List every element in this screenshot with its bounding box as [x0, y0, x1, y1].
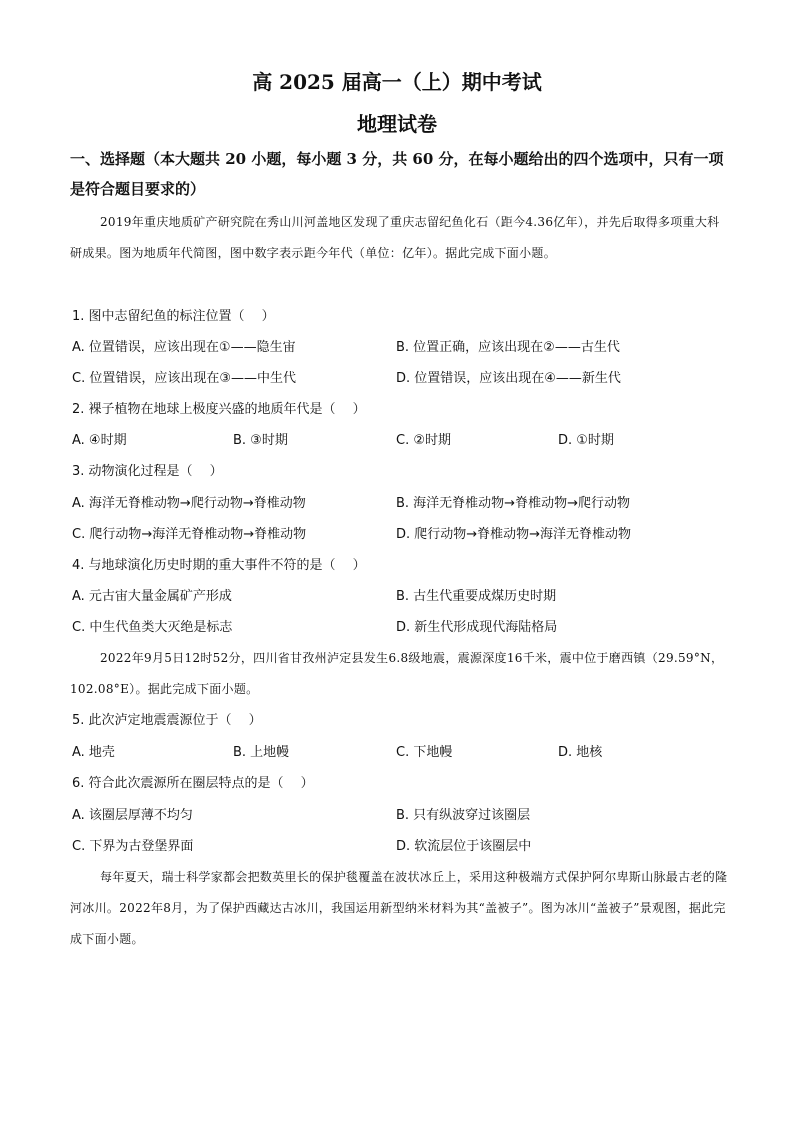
question-4-option-a: A. 元古宙大量金属矿产形成 — [72, 589, 232, 604]
question-3-options-row-2 — [72, 519, 732, 550]
passage-3: 每年夏天，瑞士科学家都会把数英里长的保护毯覆盖在波状冰丘上，采用这种极端方式保护阿尔卑斯山脉最古老的隆河冰川。2022年8月，为了保护西藏达古冰川，我国运用新型纳米材料为其“盖被子”。图为冰川“盖被子”景观图，据此完成下面小题。 — [70, 870, 728, 946]
question-6-option-b: B. 只有纵波穿过该圈层 — [396, 808, 531, 823]
question-6-option-a: A. 该圈层厚薄不均匀 — [72, 808, 193, 823]
passage-2: 2022年9月5日12时52分，四川省甘孜州泸定县发生6.8级地震，震源深度16千米，震中位于磨西镇（29.59°N，102.08°E）。据此完成下面小题。 — [70, 651, 724, 696]
question-4-stem — [72, 550, 732, 581]
question-2-option-c: C. ②时期 — [396, 433, 451, 448]
question-5-stem — [72, 705, 732, 736]
question-4-options-row-2 — [72, 612, 732, 643]
question-6-stem-text: 6. 符合此次震源所在圈层特点的是（ ） — [72, 776, 314, 791]
question-3-option-c: C. 爬行动物→海洋无脊椎动物→脊椎动物 — [72, 527, 307, 542]
question-6-option-c: C. 下界为古登堡界面 — [72, 839, 194, 854]
question-5-option-b: B. 上地幔 — [233, 745, 290, 760]
question-6-options-row-1 — [72, 800, 732, 831]
question-2-stem-text: 2. 裸子植物在地球上极度兴盛的地质年代是（ ） — [72, 402, 366, 417]
question-2-option-b: B. ③时期 — [233, 433, 288, 448]
question-1-option-c: C. 位置错误，应该出现在③——中生代 — [72, 371, 296, 386]
question-2-option-d: D. ①时期 — [558, 433, 614, 448]
question-4-options-row-1 — [72, 581, 732, 612]
question-3-option-a: A. 海洋无脊椎动物→爬行动物→脊椎动物 — [72, 496, 306, 511]
question-3-stem-text: 3. 动物演化过程是（ ） — [72, 464, 223, 479]
question-5-option-c: C. 下地幔 — [396, 745, 453, 760]
question-5-option-d: D. 地核 — [558, 745, 603, 760]
question-4-option-c: C. 中生代鱼类大灭绝是标志 — [72, 620, 233, 635]
question-4-stem-text: 4. 与地球演化历史时期的重大事件不符的是（ ） — [72, 558, 366, 573]
question-4-option-d: D. 新生代形成现代海陆格局 — [396, 620, 558, 635]
question-2-options — [72, 425, 732, 456]
question-2-option-a: A. ④时期 — [72, 433, 127, 448]
question-3-option-d: D. 爬行动物→脊椎动物→海洋无脊椎动物 — [396, 527, 632, 542]
question-1-option-b: B. 位置正确，应该出现在②——古生代 — [396, 340, 620, 355]
question-1-option-a: A. 位置错误，应该出现在①——隐生宙 — [72, 340, 296, 355]
question-1-options-row-1 — [72, 332, 732, 363]
question-3-option-b: B. 海洋无脊椎动物→脊椎动物→爬行动物 — [396, 496, 630, 511]
section-heading: 一、选择题（本大题共 20 小题，每小题 3 分，共 60 分，在每小题给出的四个选项中，只有一项是符合题目要求的） — [70, 150, 724, 198]
question-2-stem — [72, 394, 732, 425]
question-4-option-b: B. 古生代重要成煤历史时期 — [396, 589, 557, 604]
question-5-option-a: A. 地壳 — [72, 745, 115, 760]
question-6-options-row-2 — [72, 831, 732, 862]
question-1-options-row-2 — [72, 363, 732, 394]
passage-1: 2019年重庆地质矿产研究院在秀山川河盖地区发现了重庆志留纪鱼化石（距今4.36亿年），并先后取得多项重大科研成果。图为地质年代简图，图中数字表示距今年代（单位：亿年）。据此完成下面小题。 — [70, 215, 720, 260]
question-5-options — [72, 737, 732, 768]
question-6-option-d: D. 软流层位于该圈层中 — [396, 839, 532, 854]
question-5-stem-text: 5. 此次泸定地震震源位于（ ） — [72, 713, 262, 728]
question-3-options-row-1 — [72, 488, 732, 519]
question-1-option-d: D. 位置错误，应该出现在④——新生代 — [396, 371, 621, 386]
question-3-stem — [72, 456, 732, 487]
question-1-stem-text: 1. 图中志留纪鱼的标注位置（ ） — [72, 309, 275, 324]
question-6-stem — [72, 768, 732, 799]
exam-subtitle: 地理试卷 — [357, 112, 437, 136]
question-1-stem — [72, 301, 732, 332]
exam-title: 高 2025 届高一（上）期中考试 — [252, 70, 542, 94]
